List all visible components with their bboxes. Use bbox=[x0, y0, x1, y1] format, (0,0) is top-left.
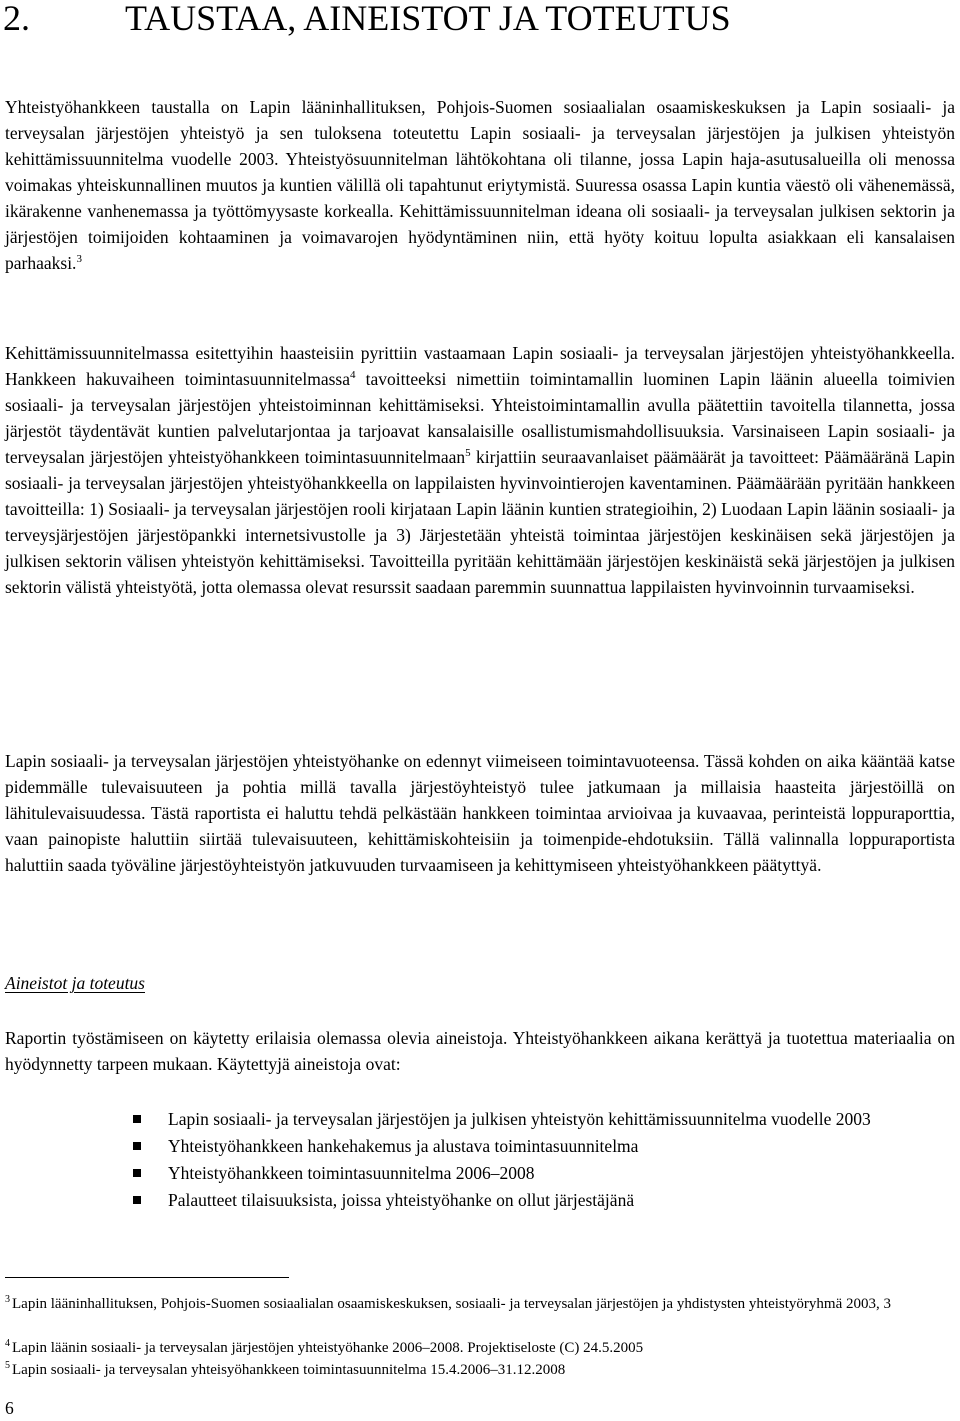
footnote-number: 3 bbox=[5, 1294, 10, 1305]
paragraph-status: Lapin sosiaali- ja terveysalan järjestöjen yhteistyöhanke on edennyt viimeiseen toimintavuoteensa. Tässä kohden on aika kääntää katse pidemmälle tulevaisuuteen ja pohtia millä tavalla järjestöyhteistyö tulee jatkumaan ja millaisia haasteita järjestöillä on lähitulevaisuudessa. Tästä raportista ei haluttu tehdä pelkästään hankkeen toimintaa arvioivaa ja kuvaavaa, perinteistä loppuraporttia, vaan painopiste haluttiin siirtää tulevaisuuteen, kehittämiskohteisiin ja toimenpide-ehdotuksiin. Tällä valinnalla loppuraportista haluttiin saada työväline järjestöyhteistyön jatkuvuuden turvaamiseen ja kehittymiseen yhteistyöhankkeen päätyttyä. bbox=[5, 751, 955, 875]
footnote-5 bbox=[5, 1360, 950, 1382]
paragraph-background bbox=[5, 94, 955, 276]
list-item bbox=[0, 1187, 960, 1214]
subheading-materials: Aineistot ja toteutus bbox=[5, 973, 145, 993]
square-bullet-icon bbox=[133, 1142, 141, 1150]
list-item-text: Yhteistyöhankkeen toimintasuunnitelma 2006–2008 bbox=[168, 1163, 535, 1183]
page-number: 6 bbox=[5, 1398, 14, 1418]
footnote-text: Lapin lääninhallituksen, Pohjois-Suomen sosiaalialan osaamiskeskuksen, sosiaali- ja terveysalan järjestöjen ja yhdistysten yhteistyöryhmä 2003, 3 bbox=[12, 1296, 891, 1312]
footnote-ref-5: 5 bbox=[465, 447, 471, 459]
footnote-number: 5 bbox=[5, 1360, 10, 1371]
footnote-4 bbox=[5, 1338, 950, 1360]
list-item-text: Lapin sosiaali- ja terveysalan järjestöjen ja julkisen yhteistyön kehittämissuunnitelma vuodelle 2003 bbox=[168, 1109, 871, 1129]
list-item bbox=[0, 1160, 960, 1187]
paragraph-goals bbox=[5, 340, 955, 600]
footnote-ref-3: 3 bbox=[76, 253, 82, 265]
paragraph-background-text: Yhteistyöhankkeen taustalla on Lapin lääninhallituksen, Pohjois-Suomen sosiaalialan osaamiskeskuksen ja Lapin sosiaali- ja terveysalan järjestöjen yhteistyö ja sen tuloksena toteutettu Lapin sosiaali- ja terveysalan järjestöjen ja julkisen yhteistyön kehittämissuunnitelma vuodelle 2003. Yhteistyösuunnitelman lähtökohtana oli tilanne, jossa Lapin haja-asutusalueilla oli menossa voimakas yhteiskunnallinen muutos ja kuntien välillä oli tapahtunut eriytymistä. Suuressa osassa Lapin kuntia väestö oli vähenemässä, ikärakenne vanhenemassa ja työttömyysaste korkealla. Kehittämissuunnitelman ideana oli sosiaali- ja terveysalan julkisen sektorin ja järjestöjen toimijoiden kohtaaminen ja voimavarojen hyödyntäminen niin, että hyöty koituu lopulta asiakkaan eli kansalaisen parhaaksi. bbox=[5, 97, 955, 273]
footnote-text: Lapin sosiaali- ja terveysalan yhteisyöhankkeen toimintasuunnitelma 15.4.2006–31.12.2008 bbox=[12, 1362, 566, 1378]
section-number: 2. bbox=[3, 0, 30, 38]
list-item-text: Yhteistyöhankkeen hankehakemus ja alustava toimintasuunnitelma bbox=[168, 1136, 639, 1156]
paragraph-goals-text-1: Kehittämissuunnitelmassa esitettyihin haasteisiin pyrittiin vastaamaan Lapin sosiaali- ja terveysalan järjestöjen yhteistyöhankkeella. Hankkeen hakuvaiheen toimintasuunnitelmassa bbox=[5, 343, 955, 389]
paragraph-goals-text-2: tavoitteeksi nimettiin toimintamallin luominen Lapin läänin alueella toimivien sosiaali- ja terveysalan järjestöjen yhteistoiminnan kehittämiseksi. Yhteistoimintamallin avulla päätettiin tavoitella tilannetta, jossa järjestöt täydentävät kuntien palvelutarjontaa ja tarjoavat kansalaisille osallistumismahdollisuuksia. Varsinaiseen Lapin sosiaali- ja terveysalan järjestöjen yhteistyöhankkeen toimintasuunnitelmaan bbox=[5, 369, 955, 467]
paragraph-goals-text-3: kirjattiin seuraavanlaiset päämäärät ja tavoitteet: Päämääränä Lapin sosiaali- ja terveysalan järjestöjen yhteistyöhankkeella on lappilaisten hyvinvointierojen kaventaminen. Päämäärään pyritään hankkeen tavoitteilla: 1) Sosiaali- ja terveysalan järjestöjen rooli kirjataan Lapin läänin kuntien strategioihin, 2) Luodaan Lapin läänin sosiaali- ja terveysjärjestöjen järjestöpankki internetsivustolle ja 3) Järjestetään yhteistä toimintaa järjestöjen keskinäisen sekä järjestöjen ja julkisen sektorin välisen yhteistyön kehittämiseksi. Tavoitteilla pyritään kehittämään järjestöjen keskinäistä sekä järjestöjen ja julkisen sektorin välistä yhteistyötä, jotta olemassa olevat resurssit saadaan paremmin suunnattua lappilaisten hyvinvoinnin turvaamiseksi. bbox=[5, 447, 955, 597]
footnote-number: 4 bbox=[5, 1338, 10, 1349]
footnote-3 bbox=[5, 1294, 950, 1316]
paragraph-materials-intro: Raportin työstämiseen on käytetty erilaisia olemassa olevia aineistoja. Yhteistyöhankkeen aikana kerättyä ja tuotettua materiaalia on hyödynnetty tarpeen mukaan. Käytettyjä aineistoja ovat: bbox=[5, 1028, 955, 1074]
footnote-text: Lapin läänin sosiaali- ja terveysalan järjestöjen yhteistyöhanke 2006–2008. Projektiseloste (C) 24.5.2005 bbox=[12, 1340, 644, 1356]
footnote-separator bbox=[5, 1277, 289, 1278]
list-item bbox=[0, 1133, 960, 1160]
section-heading bbox=[0, 0, 960, 40]
materials-list bbox=[0, 1106, 960, 1214]
section-title: TAUSTAA, AINEISTOT JA TOTEUTUS bbox=[125, 0, 731, 38]
square-bullet-icon bbox=[133, 1115, 141, 1123]
square-bullet-icon bbox=[133, 1196, 141, 1204]
list-item bbox=[0, 1106, 960, 1133]
list-item-text: Palautteet tilaisuuksista, joissa yhteistyöhanke on ollut järjestäjänä bbox=[168, 1190, 635, 1210]
footnote-ref-4: 4 bbox=[350, 369, 356, 381]
square-bullet-icon bbox=[133, 1169, 141, 1177]
